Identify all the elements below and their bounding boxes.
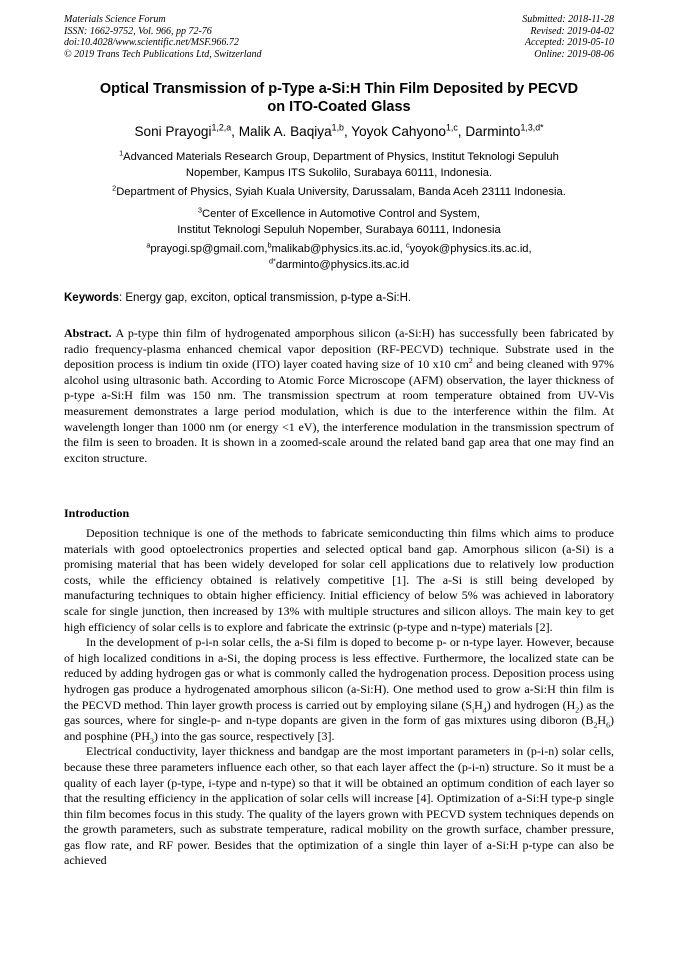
superscript: 2 xyxy=(468,356,473,366)
affiliation-number: 1 xyxy=(119,148,124,158)
paper-title xyxy=(64,80,614,116)
email-sup: b xyxy=(267,240,272,250)
text-run: ) into the gas source, respectively [3]. xyxy=(153,728,335,743)
text-run: ) as the gas sources, where for single-p- and n-type dopants are given in the form of gas mixtures using diboron (B xyxy=(64,697,614,728)
affiliation-text: Nopember, Kampus ITS Sukolilo, Surabaya 60111, Indonesia. xyxy=(185,166,493,179)
copyright-info: © 2019 Trans Tech Publications Ltd, Switzerland xyxy=(64,48,262,60)
subscript: 2 xyxy=(593,720,598,730)
text-run: In the development of p-i-n solar cells, the a-Si film is doped to become p- or n-type layer. However, because of high localized conditions in a-Si, the doping process is less effective. Furthermore, the localized state can be reduced by adding hydrogen gas or what is commonly called the hydrogenation process. Deposition process using hydrogen gas produce a hydrogenated amorphous silicon (a-Si:H). One method used to grow a-Si:H thin film is the PECVD method. Thin layer growth process is carried out by employing silane (S xyxy=(64,635,614,712)
introduction-body xyxy=(64,526,614,869)
text-run: H xyxy=(474,697,483,712)
email-link[interactable]: prayogi.sp@gmail.com, xyxy=(150,243,268,255)
affiliation-text: Advanced Materials Research Group, Department of Physics, Institut Teknologi Sepuluh xyxy=(123,151,559,163)
journal-info xyxy=(64,14,262,60)
author-name: Yoyok Cahyono xyxy=(351,124,446,139)
subscript: 4 xyxy=(482,704,487,714)
abstract-label: Abstract. xyxy=(64,326,112,340)
title-line: on ITO-Coated Glass xyxy=(267,99,411,115)
keywords xyxy=(64,291,614,306)
keywords-text: : Energy gap, exciton, optical transmission, p-type a-Si:H. xyxy=(118,292,412,304)
affiliation-3 xyxy=(64,207,614,238)
affiliation-2 xyxy=(64,185,614,201)
keywords-label: Keywords xyxy=(64,292,119,304)
text-run: H xyxy=(597,713,607,728)
journal-name: Materials Science Forum xyxy=(64,14,166,25)
publication-dates xyxy=(522,14,614,60)
paragraph xyxy=(64,635,614,744)
subscript: 6 xyxy=(606,720,610,730)
submitted-date: Submitted: 2018-11-28 xyxy=(522,14,614,25)
abstract-text: and being cleaned with 97% alcohol using ultrasonic bath. According to Atomic Force Microscope (AFM) observation, the layer thickness of p-type a-Si:H film was 150 nm. The transmission spectrum at room temperature obtained from UV-Vis measurement demonstrates a large period modulation, which is due to the interference within the film. At wavelength longer than 1000 nm (or energy <1 eV), the interference modulation in the transmission spectrum of the film is seen to broaden. It is shown in a zoomed-scale around the related band gap area that one may find an exciton structure. xyxy=(64,357,614,465)
author-affil-sup: 1,c xyxy=(445,122,458,133)
author-affil-sup: 1,b xyxy=(331,122,344,133)
paragraph: Deposition technique is one of the methods to fabricate semiconducting thin films which aims to produce materials with good optoelectronics properties and selected optical band gap. Amorphous silicon (a-Si) is a promising material that has been widely developed for solar cell applications due to relatively low production costs, while the efficiency obtained is relatively competitive [1]. The a-Si is still being developed by manufacturing techniques to obtain higher efficiency. Initial efficiency of below 5% was achieved in laboratory scale for single junction, then increased by 13% with multiple structures and silicon alloys. The main key to get high efficiency of solar cells is to explore and fabricate the extrinsic (p-type and n-type) materials [2]. xyxy=(64,526,614,634)
section-heading-introduction: Introduction xyxy=(64,506,130,520)
email-sup: a xyxy=(146,240,151,250)
subscript: i xyxy=(472,704,475,714)
email-list xyxy=(64,242,614,273)
subscript: 2 xyxy=(575,704,580,714)
online-date: Online: 2019-08-06 xyxy=(534,48,614,60)
email-sup: c xyxy=(405,240,410,250)
abstract-text: A p-type thin film of hydrogenated amporphous silicon (a-Si:H) has successfully been fabricated by radio frequency-plasma enhanced chemical vapor deposition (RF-PECVD) technique. Substrate used in the deposition process is indium tin oxide (ITO) layer coated having size of 10 x10 cm xyxy=(64,326,614,372)
abstract xyxy=(64,326,614,466)
author-affil-sup: 1,3,d* xyxy=(520,122,544,133)
affiliation-text: Center of Excellence in Automotive Control and System, xyxy=(202,208,480,220)
text-run: ) and hydrogen (H xyxy=(486,697,576,712)
email-link[interactable]: darminto@physics.its.ac.id xyxy=(275,258,410,271)
doi-info: doi:10.4028/www.scientific.net/MSF.966.72 xyxy=(64,37,239,49)
author-name: Malik A. Baqiya xyxy=(238,124,332,139)
affiliation-text: Institut Teknologi Sepuluh Nopember, Surabaya 60111, Indonesia xyxy=(177,223,501,236)
affiliation-1 xyxy=(64,150,614,181)
affiliation-number: 2 xyxy=(112,183,117,193)
issn-info: ISSN: 1662-9752, Vol. 966, pp 72-76 xyxy=(64,25,212,37)
affiliation-number: 3 xyxy=(197,205,203,215)
accepted-date: Accepted: 2019-05-10 xyxy=(524,37,614,49)
paragraph: Electrical conductivity, layer thickness and bandgap are the most important parameters in (p-i-n) solar cells, because these three parameters influence each other, so that each layer affect the (p-i-n) structure. So it must be a quality of each layer (p-type, i-type and n-type) so that it will be obtained an optimum condition of each layer so that the resulting efficiency in the application of solar cells will increase [4]. Optimization of a-Si:H type-p single thin film becomes focus in this study. The quality of the layers grown with PECVD system techniques depends on the growth parameters, such as substrate temperature, radical mobility on the growth surface, chamber pressure, gas flow rate, and RF power. Besides that the optimization of a single thin layer of a-Si:H p-type can also be achieved xyxy=(64,744,614,868)
text-run: ) and posphine (PH xyxy=(64,713,614,743)
subscript: 3 xyxy=(150,736,154,746)
author-affil-sup: 1,2,a xyxy=(211,122,232,133)
affiliation-text: Department of Physics, Syiah Kuala University, Darussalam, Banda Aceh 23111 Indonesia. xyxy=(116,186,566,198)
revised-date: Revised: 2019-04-02 xyxy=(530,25,614,37)
author-name: Soni Prayogi xyxy=(134,124,212,139)
email-link[interactable]: yoyok@physics.its.ac.id, xyxy=(409,243,532,255)
author-list: Soni Prayogi$^{1,2,a}$, Malik A. Baqiya$^{1,b}$, Yoyok Cahyono$^{1,c}$, Darminto$^{1,3,d*}$ xyxy=(134,122,544,139)
title-line: Optical Transmission of p-Type a-Si:H Thin Film Deposited by PECVD xyxy=(99,81,579,97)
author-name: Darminto xyxy=(465,124,521,139)
email-sup: d* xyxy=(268,255,276,265)
email-link[interactable]: malikab@physics.its.ac.id, xyxy=(271,243,403,255)
